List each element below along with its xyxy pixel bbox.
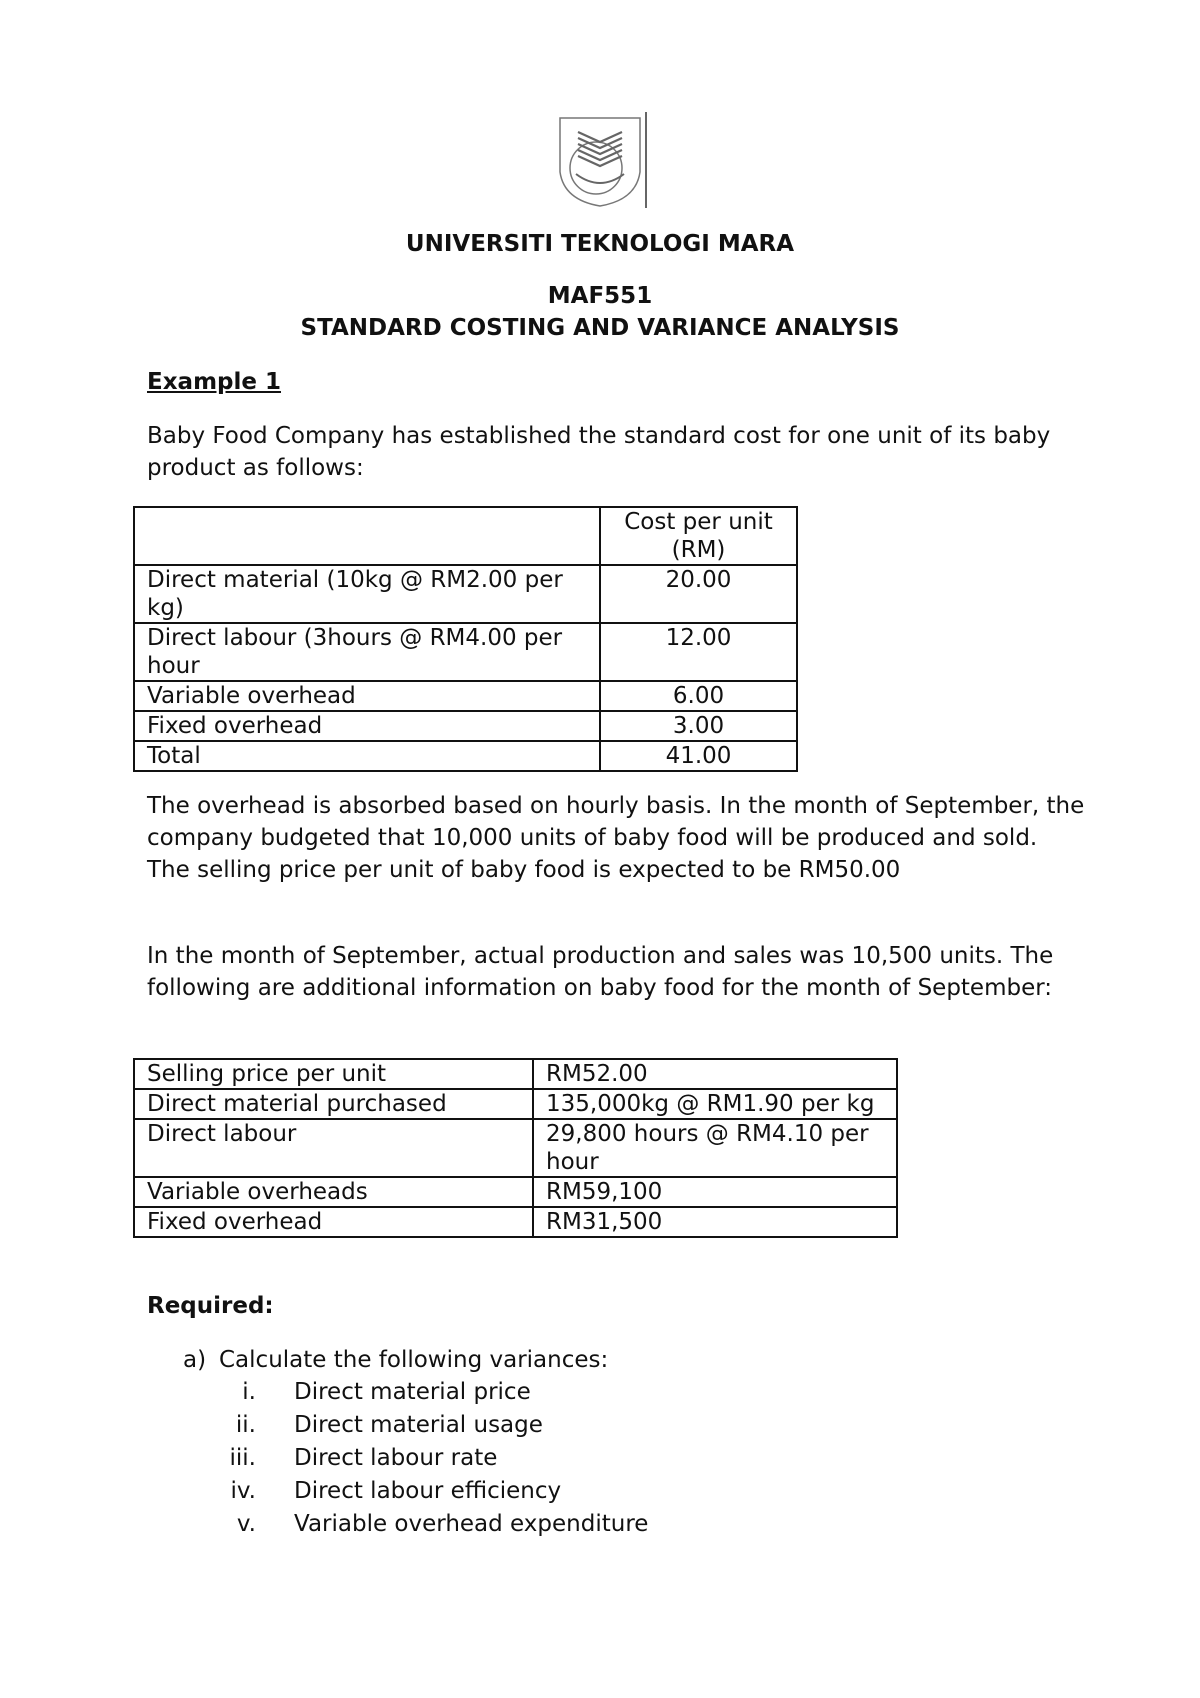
actual-value: RM52.00 [533, 1059, 897, 1089]
cost-value: 3.00 [600, 711, 797, 741]
list-numeral: i. [242, 1379, 256, 1405]
university-logo [556, 112, 652, 208]
actual-item: Variable overheads [134, 1177, 533, 1207]
actual-value: RM31,500 [533, 1207, 897, 1237]
list-text: Variable overhead expenditure [294, 1511, 649, 1537]
list-numeral: v. [236, 1511, 256, 1537]
actual-item: Fixed overhead [134, 1207, 533, 1237]
cost-value: 20.00 [600, 565, 797, 623]
table-row [134, 1207, 897, 1237]
question-number: a) [183, 1347, 207, 1373]
list-text: Direct labour efficiency [294, 1478, 562, 1504]
table-header-blank [134, 507, 600, 565]
example-heading: Example 1 [147, 369, 281, 395]
table-header-row [134, 507, 797, 565]
table-row [134, 711, 797, 741]
budget-paragraph: The overhead is absorbed based on hourly basis. In the month of September, the company budgeted that 10,000 units of baby food will be produced and sold. The selling price per unit of baby food is expected to be RM50.00 [147, 793, 1085, 883]
actual-item: Selling price per unit [134, 1059, 533, 1089]
table-row [134, 565, 797, 623]
table-row [134, 1059, 897, 1089]
table-row [134, 1177, 897, 1207]
question-text: Calculate the following variances: [219, 1347, 609, 1373]
list-item [200, 1409, 648, 1442]
cost-value: 6.00 [600, 681, 797, 711]
actual-item: Direct labour [134, 1119, 533, 1177]
actual-value: 135,000kg @ RM1.90 per kg [533, 1089, 897, 1119]
intro-paragraph: Baby Food Company has established the standard cost for one unit of its baby product as follows: [147, 423, 1051, 481]
list-text: Direct labour rate [294, 1445, 498, 1471]
cost-value: 41.00 [600, 741, 797, 771]
actual-value: RM59,100 [533, 1177, 897, 1207]
table-row [134, 681, 797, 711]
table-header-cost: Cost per unit (RM) [600, 507, 797, 565]
cost-item: Direct material (10kg @ RM2.00 per kg) [134, 565, 600, 623]
list-text: Direct material usage [294, 1412, 543, 1438]
list-numeral: ii. [235, 1412, 256, 1438]
table-row [134, 1119, 897, 1177]
cost-item: Direct labour (3hours @ RM4.00 per hour [134, 623, 600, 681]
standard-cost-table [133, 506, 798, 772]
table-row [134, 741, 797, 771]
actual-item: Direct material purchased [134, 1089, 533, 1119]
list-numeral: iii. [229, 1445, 256, 1471]
list-text: Direct material price [294, 1379, 531, 1405]
list-numeral: iv. [230, 1478, 256, 1504]
required-heading: Required: [147, 1293, 274, 1319]
cost-value: 12.00 [600, 623, 797, 681]
table-row [134, 623, 797, 681]
cost-item: Fixed overhead [134, 711, 600, 741]
list-item [200, 1376, 648, 1409]
actual-data-table [133, 1058, 898, 1238]
cost-item: Total [134, 741, 600, 771]
university-name: UNIVERSITI TEKNOLOGI MARA [405, 231, 795, 257]
list-item [200, 1442, 648, 1475]
table-row [134, 1089, 897, 1119]
cost-item: Variable overhead [134, 681, 600, 711]
actual-paragraph: In the month of September, actual production and sales was 10,500 units. The following are additional information on baby food for the month of September: [147, 943, 1054, 1001]
course-title: STANDARD COSTING AND VARIANCE ANALYSIS [300, 315, 900, 341]
course-code: MAF551 [547, 283, 653, 309]
actual-value: 29,800 hours @ RM4.10 per hour [533, 1119, 897, 1177]
variance-list [200, 1376, 648, 1541]
list-item [200, 1508, 648, 1541]
question-a [183, 1344, 608, 1376]
list-item [200, 1475, 648, 1508]
